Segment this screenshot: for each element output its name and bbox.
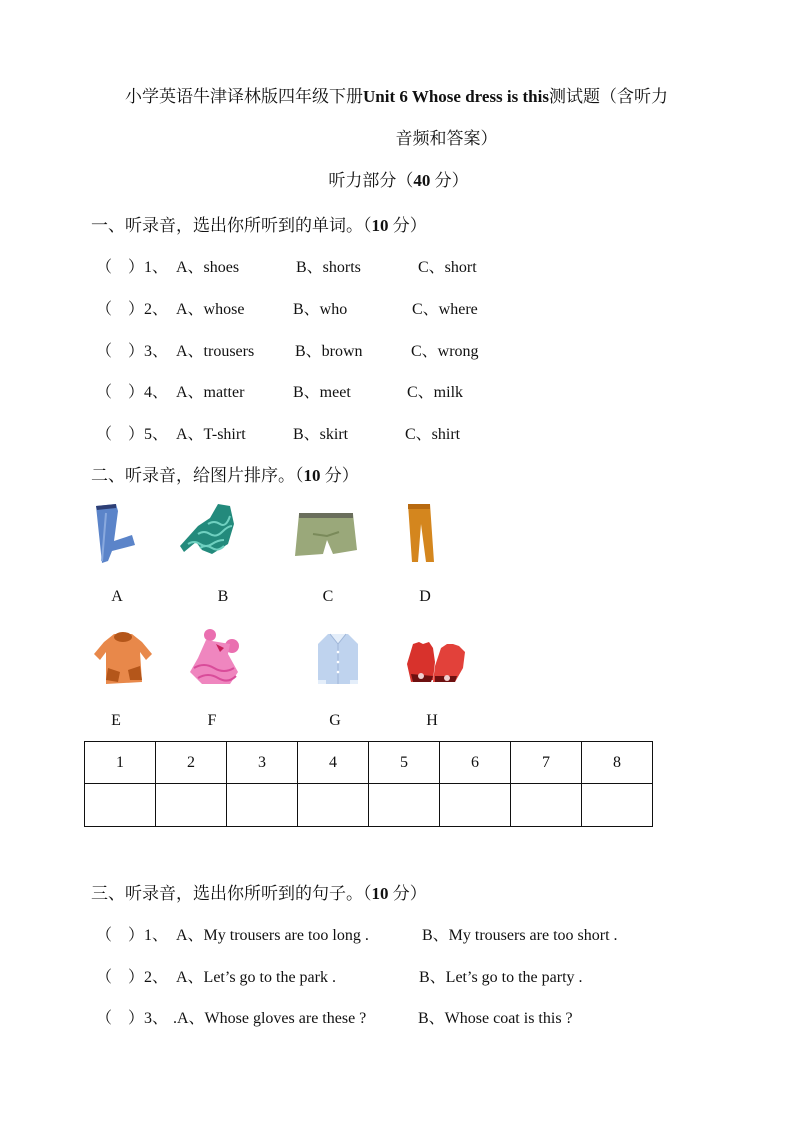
section2-heading-text: 二、听录音，给图片排序。（ [91,466,304,485]
table-header-cell: 4 [298,742,369,784]
table-header-cell: 5 [369,742,440,784]
answer-cell[interactable] [156,784,227,827]
option-a: A、trousers [176,343,255,360]
picture-order-table [84,741,653,827]
table-header-cell: 2 [156,742,227,784]
option-a: A、shoes [176,259,240,276]
table-answer-row [85,784,653,827]
coat-icon [92,630,154,686]
table-header-cell: 1 [85,742,156,784]
option-b: B、Whose coat is this ? [418,1010,573,1027]
section1-question-4 [96,379,596,399]
picture-label-b: B [217,588,229,605]
answer-blank[interactable]: （ ）5、 [96,426,169,443]
picture-label-h: H [426,712,438,729]
shirt-icon [316,630,360,688]
answer-blank[interactable]: （ ）2、 [96,969,169,986]
answer-blank[interactable]: （ ）1、 [96,927,169,944]
trousers-icon [404,502,438,564]
option-a: .A、Whose gloves are these ? [173,1010,367,1027]
answer-cell[interactable] [369,784,440,827]
part-heading-text: 听力部分（ [328,171,414,190]
section1-question-3 [96,338,596,358]
option-a: A、Let’s go to the park . [176,969,336,986]
answer-blank[interactable]: （ ）1、 [96,259,169,276]
picture-label-d: D [419,588,431,605]
answer-blank[interactable]: （ ）3、 [96,343,169,360]
section3-question-1 [96,922,676,942]
section2-heading-suffix: 分） [320,466,359,485]
picture-label-c: C [322,588,334,605]
answer-cell[interactable] [440,784,511,827]
section1-question-5 [96,421,596,441]
part-heading-points: 40 [413,171,431,190]
title-prefix: 小学英语牛津译林版四年级下册 [125,87,364,106]
table-header-cell: 6 [440,742,511,784]
dress-icon [186,628,242,688]
section3-points: 10 [371,884,389,903]
option-c: C、short [418,259,477,276]
section1-question-1 [96,254,596,274]
answer-cell[interactable] [582,784,653,827]
option-a: A、whose [176,301,245,318]
section3-heading-text: 三、听录音，选出你所听到的句子。（ [91,884,372,903]
option-c: C、where [412,301,478,318]
section3-question-3 [96,1005,676,1025]
answer-blank[interactable]: （ ）4、 [96,384,169,401]
option-b: B、skirt [293,426,349,443]
part-heading [0,170,793,192]
section2-heading [91,461,359,486]
option-a: A、T-shirt [176,426,246,443]
table-header-row [85,742,653,784]
option-b: B、brown [295,343,363,360]
section1-points: 10 [371,216,389,235]
picture-label-e: E [111,712,121,729]
option-a: A、matter [176,384,245,401]
option-b: B、who [293,301,348,318]
sweater-icon [178,502,238,558]
picture-label-f: F [207,712,217,729]
answer-cell[interactable] [298,784,369,827]
jeans-icon [92,503,140,565]
answer-cell[interactable] [227,784,298,827]
section1-heading [91,211,427,236]
section2-points: 10 [303,466,321,485]
section3-heading-suffix: 分） [388,884,427,903]
option-b: B、shorts [296,259,361,276]
table-header-cell: 3 [227,742,298,784]
title-unit: Unit 6 Whose dress is this [363,87,549,106]
title-suffix: 测试题（含听力 [548,87,668,106]
section1-question-2 [96,296,596,316]
option-c: C、milk [407,384,464,401]
option-b: B、My trousers are too short . [422,927,618,944]
picture-label-a: A [111,588,123,605]
picture-label-g: G [329,712,341,729]
option-c: C、wrong [411,343,479,360]
section1-heading-suffix: 分） [388,216,427,235]
answer-blank[interactable]: （ ）3、 [96,1010,169,1027]
answer-cell[interactable] [511,784,582,827]
part-heading-suffix: 分） [430,171,469,190]
table-header-cell: 8 [582,742,653,784]
section3-question-2 [96,964,676,984]
answer-blank[interactable]: （ ）2、 [96,301,169,318]
gloves-icon [403,638,467,688]
table-header-cell: 7 [511,742,582,784]
shorts-icon [293,510,359,562]
section3-heading [91,879,427,904]
answer-cell[interactable] [85,784,156,827]
document-title-line2: 音频和答案） [395,129,498,148]
option-b: B、meet [293,384,351,401]
document-title-line1 [0,86,793,108]
option-c: C、shirt [405,426,461,443]
option-b: B、Let’s go to the party . [419,969,583,986]
section1-heading-text: 一、听录音，选出你所听到的单词。（ [91,216,372,235]
option-a: A、My trousers are too long . [176,927,369,944]
